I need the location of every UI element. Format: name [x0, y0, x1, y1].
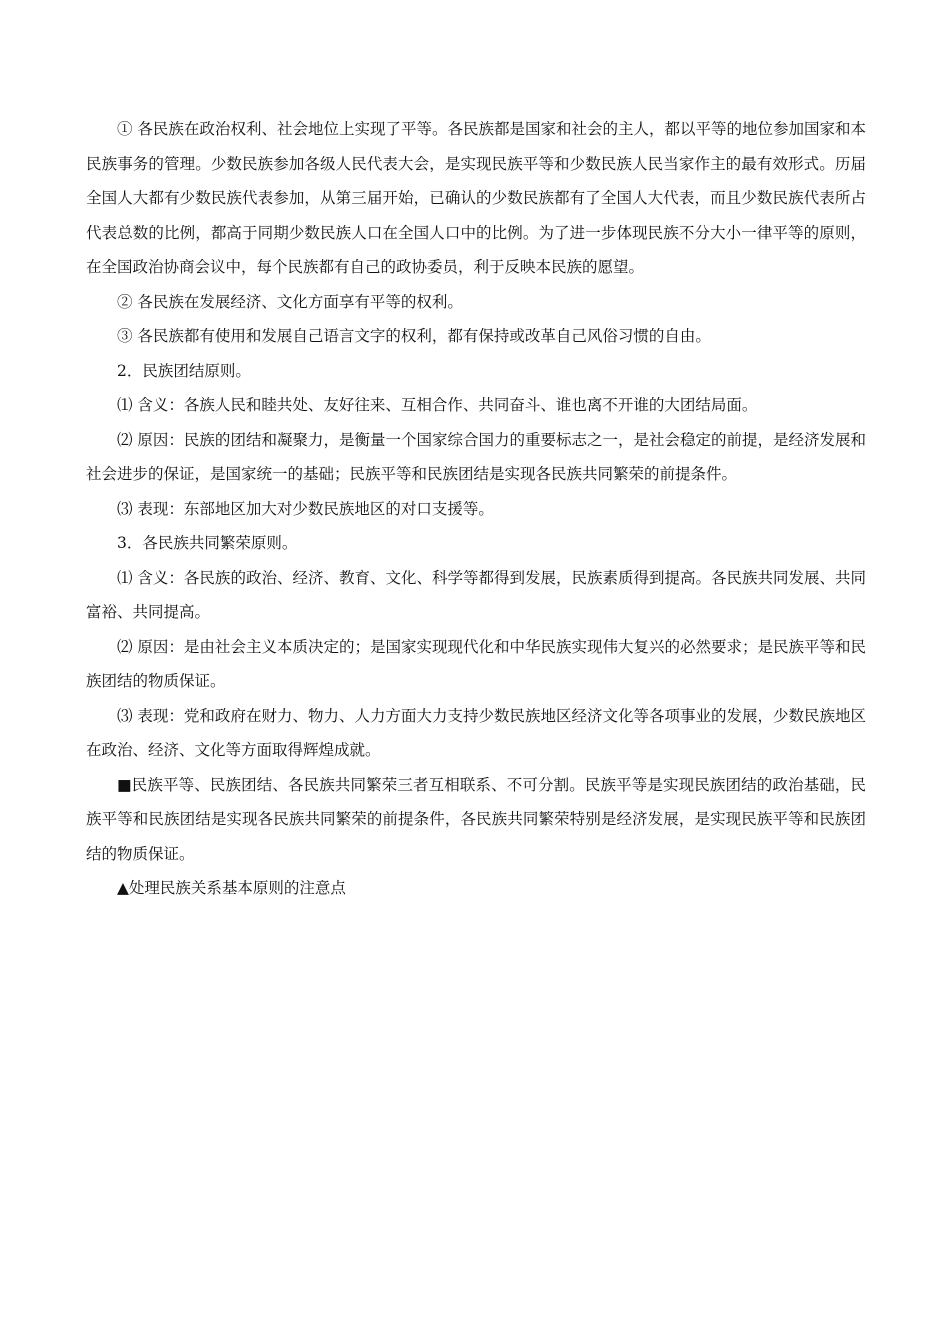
paragraph-equal-political-rights: ① 各民族在政治权利、社会地位上实现了平等。各民族都是国家和社会的主人，都以平等的地位参加国家和本民族事务的管理。少数民族参加各级人民代表大会，是实现民族平等和少数民族人民当家作主的最有效形式。历届全国人大都有少数民族代表参加，从第三届开始，已确认的少数民族都有了全国人大代表，而且少数民族代表所占代表总数的比例，都高于同期少数民族人口在全国人口中的比例。为了进一步体现民族不分大小一律平等的原则，在全国政治协商会议中，每个民族都有自己的政协委员，利于反映本民族的愿望。	[86, 120, 866, 276]
paragraph-unity-meaning: ⑴ 含义：各族人民和睦共处、友好往来、互相合作、共同奋斗、谁也离不开谁的大团结局面。	[117, 396, 758, 414]
paragraph-unity-manifestation: ⑶ 表现：东部地区加大对少数民族地区的对口支援等。	[117, 499, 494, 518]
paragraph-relationship-summary: ■民族平等、民族团结、各民族共同繁荣三者互相联系、不可分割。民族平等是实现民族团结的政治基础，民族平等和民族团结是实现各民族共同繁荣的前提条件，各民族共同繁荣特别是经济发展，是实现民族平等和民族团结的物质保证。	[86, 775, 866, 863]
paragraph-unity-reason: ⑵ 原因：民族的团结和凝聚力，是衡量一个国家综合国力的重要标志之一，是社会稳定的前提，是经济发展和社会进步的保证，是国家统一的基础；民族平等和民族团结是实现各民族共同繁荣的前提条件。	[86, 430, 866, 483]
paragraph-prosperity-reason: ⑵ 原因：是由社会主义本质决定的；是国家实现现代化和中华民族实现伟大复兴的必然要求；是民族平等和民族团结的物质保证。	[86, 637, 866, 690]
paragraph-language-customs-rights: ③ 各民族都有使用和发展自己语言文字的权利，都有保持或改革自己风俗习惯的自由。	[117, 327, 711, 345]
paragraph-prosperity-meaning: ⑴ 含义：各民族的政治、经济、教育、文化、科学等都得到发展，民族素质得到提高。各民族共同发展、共同富裕、共同提高。	[86, 568, 866, 621]
heading-prosperity-principle: 3．各民族共同繁荣原则。	[117, 534, 298, 552]
paragraph-prosperity-manifestation: ⑶ 表现：党和政府在财力、物力、人力方面大力支持少数民族地区经济文化等各项事业的发展，少数民族地区在政治、经济、文化等方面取得辉煌成就。	[86, 706, 866, 759]
document-body	[86, 112, 866, 906]
paragraph-equal-economic-rights: ② 各民族在发展经济、文化方面享有平等的权利。	[117, 292, 463, 311]
paragraph-attention-points: ▲处理民族关系基本原则的注意点	[117, 879, 346, 897]
heading-unity-principle: 2．民族团结原则。	[117, 361, 251, 380]
